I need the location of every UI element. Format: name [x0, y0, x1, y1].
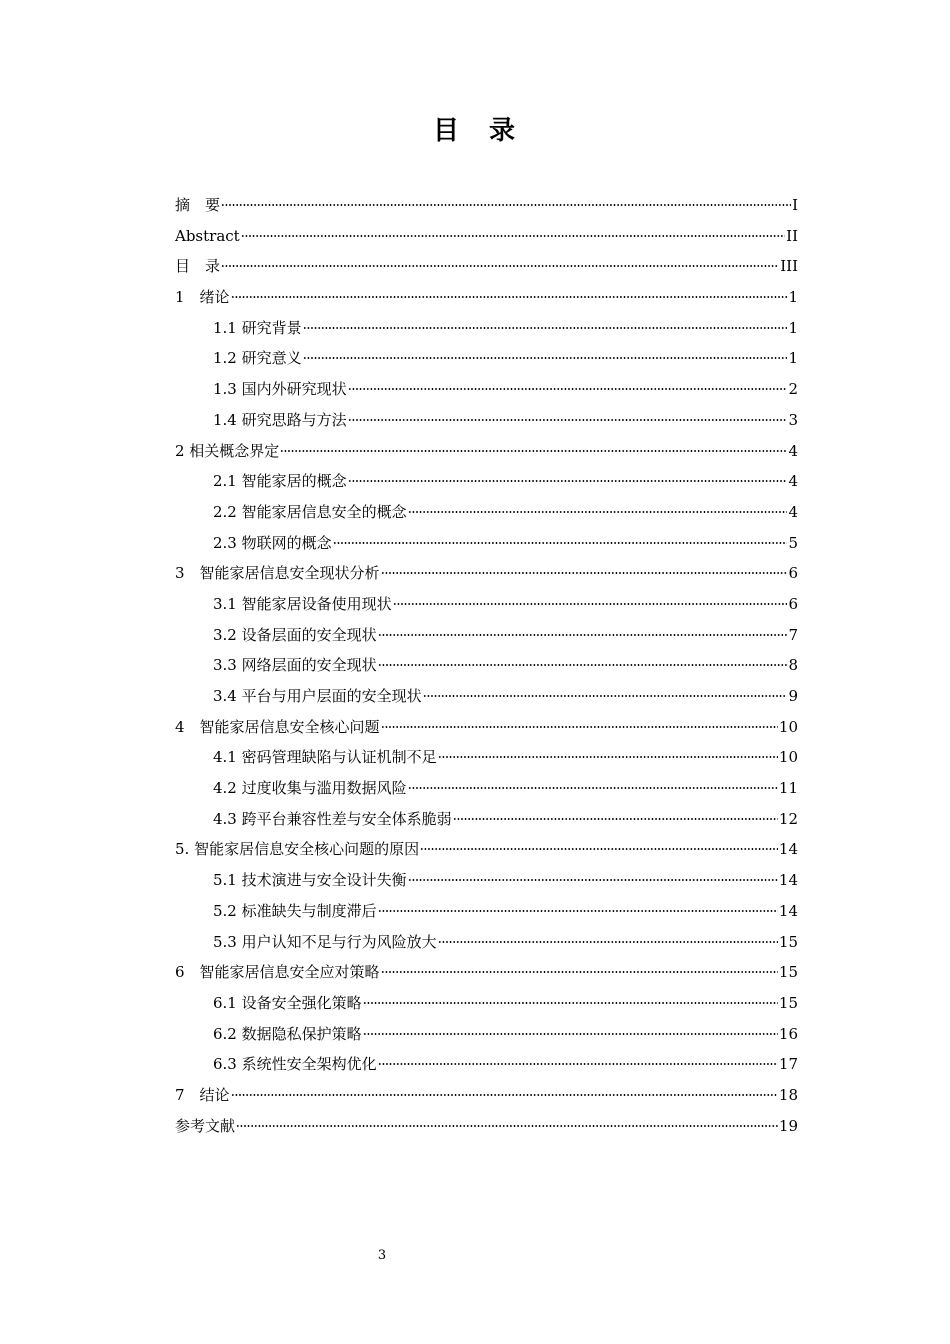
toc-entry-label: 4.1 密码管理缺陷与认证机制不足	[213, 748, 437, 767]
toc-entry-page: 15	[778, 932, 798, 951]
toc-entry[interactable]	[175, 834, 798, 865]
dot-leader	[381, 971, 778, 973]
dot-leader	[231, 1094, 778, 1096]
toc-entry-label: 参考文献	[175, 1116, 236, 1135]
toc-entry[interactable]	[175, 957, 798, 988]
dot-leader	[378, 910, 778, 912]
toc-entry-page: 4	[788, 502, 798, 521]
toc-entry[interactable]	[175, 1080, 798, 1111]
dot-leader	[363, 1033, 778, 1035]
toc-entry[interactable]	[175, 1019, 798, 1050]
dot-leader	[303, 327, 788, 329]
toc-entry[interactable]	[175, 221, 798, 252]
toc-entry-label: 1 绪论	[175, 288, 230, 307]
toc-entry[interactable]	[175, 436, 798, 467]
toc-entry[interactable]	[175, 865, 798, 896]
toc-entry-page: 11	[778, 779, 798, 798]
toc-entry-page: 4	[788, 472, 798, 491]
toc-entry[interactable]	[175, 1049, 798, 1080]
table-of-contents	[175, 190, 798, 1141]
toc-entry-page: 18	[778, 1085, 798, 1104]
dot-leader	[438, 756, 778, 758]
toc-entry[interactable]	[175, 466, 798, 497]
dot-leader	[378, 1063, 778, 1065]
toc-entry-page: 7	[788, 625, 798, 644]
toc-entry-page: 8	[788, 656, 798, 675]
toc-entry[interactable]	[175, 650, 798, 681]
toc-entry-page: 10	[778, 748, 798, 767]
toc-entry-label: 3 智能家居信息安全现状分析	[175, 564, 380, 583]
toc-entry-label: 目 录	[175, 257, 221, 276]
dot-leader	[408, 787, 778, 789]
toc-entry-label: Abstract	[175, 226, 240, 245]
dot-leader	[348, 388, 788, 390]
toc-entry[interactable]	[175, 896, 798, 927]
toc-entry-page: 15	[778, 963, 798, 982]
toc-entry-label: 摘 要	[175, 196, 221, 214]
toc-entry-page: 6	[788, 594, 798, 613]
toc-entry-label: 4.3 跨平台兼容性差与安全体系脆弱	[213, 809, 452, 828]
toc-entry-label: 4.2 过度收集与滥用数据风险	[213, 779, 407, 798]
toc-entry-label: 2.3 物联网的概念	[213, 533, 332, 552]
toc-entry-label: 2.1 智能家居的概念	[213, 472, 347, 491]
toc-entry-label: 6.3 系统性安全架构优化	[213, 1055, 377, 1074]
toc-entry[interactable]	[175, 251, 798, 282]
dot-leader	[381, 572, 788, 574]
toc-entry-label: 5. 智能家居信息安全核心问题的原因	[175, 840, 420, 859]
toc-entry-page: 9	[788, 687, 798, 705]
toc-entry-label: 1.4 研究思路与方法	[213, 410, 347, 429]
toc-entry-page: 17	[778, 1055, 798, 1074]
toc-entry-label: 5.1 技术演进与安全设计失衡	[213, 871, 407, 890]
toc-entry-label: 3.1 智能家居设备使用现状	[213, 594, 392, 613]
toc-entry[interactable]	[175, 313, 798, 344]
toc-entry[interactable]	[175, 988, 798, 1019]
toc-entry-label: 3.2 设备层面的安全现状	[213, 625, 377, 644]
toc-entry[interactable]	[175, 742, 798, 773]
dot-leader	[280, 450, 787, 452]
dot-leader	[241, 235, 785, 237]
dot-leader	[381, 726, 778, 728]
toc-entry-page: 14	[778, 871, 798, 890]
dot-leader	[348, 480, 788, 482]
toc-entry-page: 1	[788, 318, 798, 337]
dot-leader	[393, 603, 788, 605]
toc-entry[interactable]	[175, 343, 798, 374]
dot-leader	[231, 296, 788, 298]
toc-entry[interactable]	[175, 497, 798, 528]
dot-leader	[420, 848, 778, 850]
toc-entry[interactable]	[175, 405, 798, 436]
toc-entry-label: 5.3 用户认知不足与行为风险放大	[213, 932, 437, 951]
dot-leader	[408, 879, 778, 881]
toc-entry[interactable]	[175, 804, 798, 835]
dot-leader	[453, 818, 778, 820]
dot-leader	[378, 664, 788, 666]
page-number: 3	[377, 1248, 387, 1263]
toc-entry-page: II	[786, 226, 798, 245]
toc-entry[interactable]	[175, 927, 798, 958]
toc-entry-label: 6.1 设备安全强化策略	[213, 993, 362, 1012]
toc-entry[interactable]	[175, 589, 798, 620]
toc-entry-label: 6.2 数据隐私保护策略	[213, 1024, 362, 1043]
dot-leader	[423, 695, 788, 697]
toc-title: 目 录	[432, 116, 517, 146]
dot-leader	[408, 511, 788, 513]
dot-leader	[348, 419, 788, 421]
toc-entry-page: III	[780, 257, 798, 276]
dot-leader	[221, 204, 791, 206]
toc-entry-page: 3	[788, 410, 798, 429]
toc-entry-label: 1.3 国内外研究现状	[213, 380, 347, 399]
dot-leader	[363, 1002, 778, 1004]
toc-entry[interactable]	[175, 558, 798, 589]
toc-entry-page: 4	[788, 441, 798, 460]
toc-entry-label: 1.2 研究意义	[213, 349, 302, 368]
toc-entry[interactable]	[175, 712, 798, 743]
dot-leader	[221, 265, 779, 267]
toc-entry-page: 14	[778, 901, 798, 920]
toc-entry-label: 6 智能家居信息安全应对策略	[175, 963, 380, 982]
toc-entry-page: 19	[778, 1116, 798, 1135]
toc-entry-page: 1	[788, 349, 798, 368]
dot-leader	[333, 542, 788, 544]
toc-entry-page: I	[792, 196, 798, 214]
toc-entry-page: 16	[778, 1024, 798, 1043]
dot-leader	[236, 1125, 778, 1127]
toc-entry-label: 7 结论	[175, 1085, 230, 1104]
dot-leader	[378, 634, 788, 636]
toc-entry[interactable]	[175, 528, 798, 559]
toc-entry-page: 12	[778, 809, 798, 828]
dot-leader	[438, 941, 778, 943]
toc-entry-label: 3.4 平台与用户层面的安全现状	[213, 687, 422, 705]
toc-entry-label: 5.2 标准缺失与制度滞后	[213, 901, 377, 920]
toc-entry[interactable]	[175, 620, 798, 651]
toc-entry-page: 14	[778, 840, 798, 859]
toc-entry[interactable]	[175, 190, 798, 221]
toc-entry[interactable]	[175, 374, 798, 405]
toc-entry-page: 2	[788, 380, 798, 399]
toc-entry[interactable]	[175, 1111, 798, 1142]
toc-entry-label: 3.3 网络层面的安全现状	[213, 656, 377, 675]
toc-entry-label: 2 相关概念界定	[175, 441, 280, 460]
toc-entry[interactable]	[175, 681, 798, 712]
toc-entry-page: 10	[778, 717, 798, 736]
toc-entry-page: 6	[788, 564, 798, 583]
dot-leader	[303, 357, 788, 359]
toc-entry-page: 15	[778, 993, 798, 1012]
toc-entry-label: 2.2 智能家居信息安全的概念	[213, 502, 407, 521]
toc-entry[interactable]	[175, 773, 798, 804]
toc-entry[interactable]	[175, 282, 798, 313]
toc-entry-label: 4 智能家居信息安全核心问题	[175, 717, 380, 736]
toc-entry-label: 1.1 研究背景	[213, 318, 302, 337]
toc-entry-page: 5	[788, 533, 798, 552]
toc-entry-page: 1	[788, 288, 798, 307]
